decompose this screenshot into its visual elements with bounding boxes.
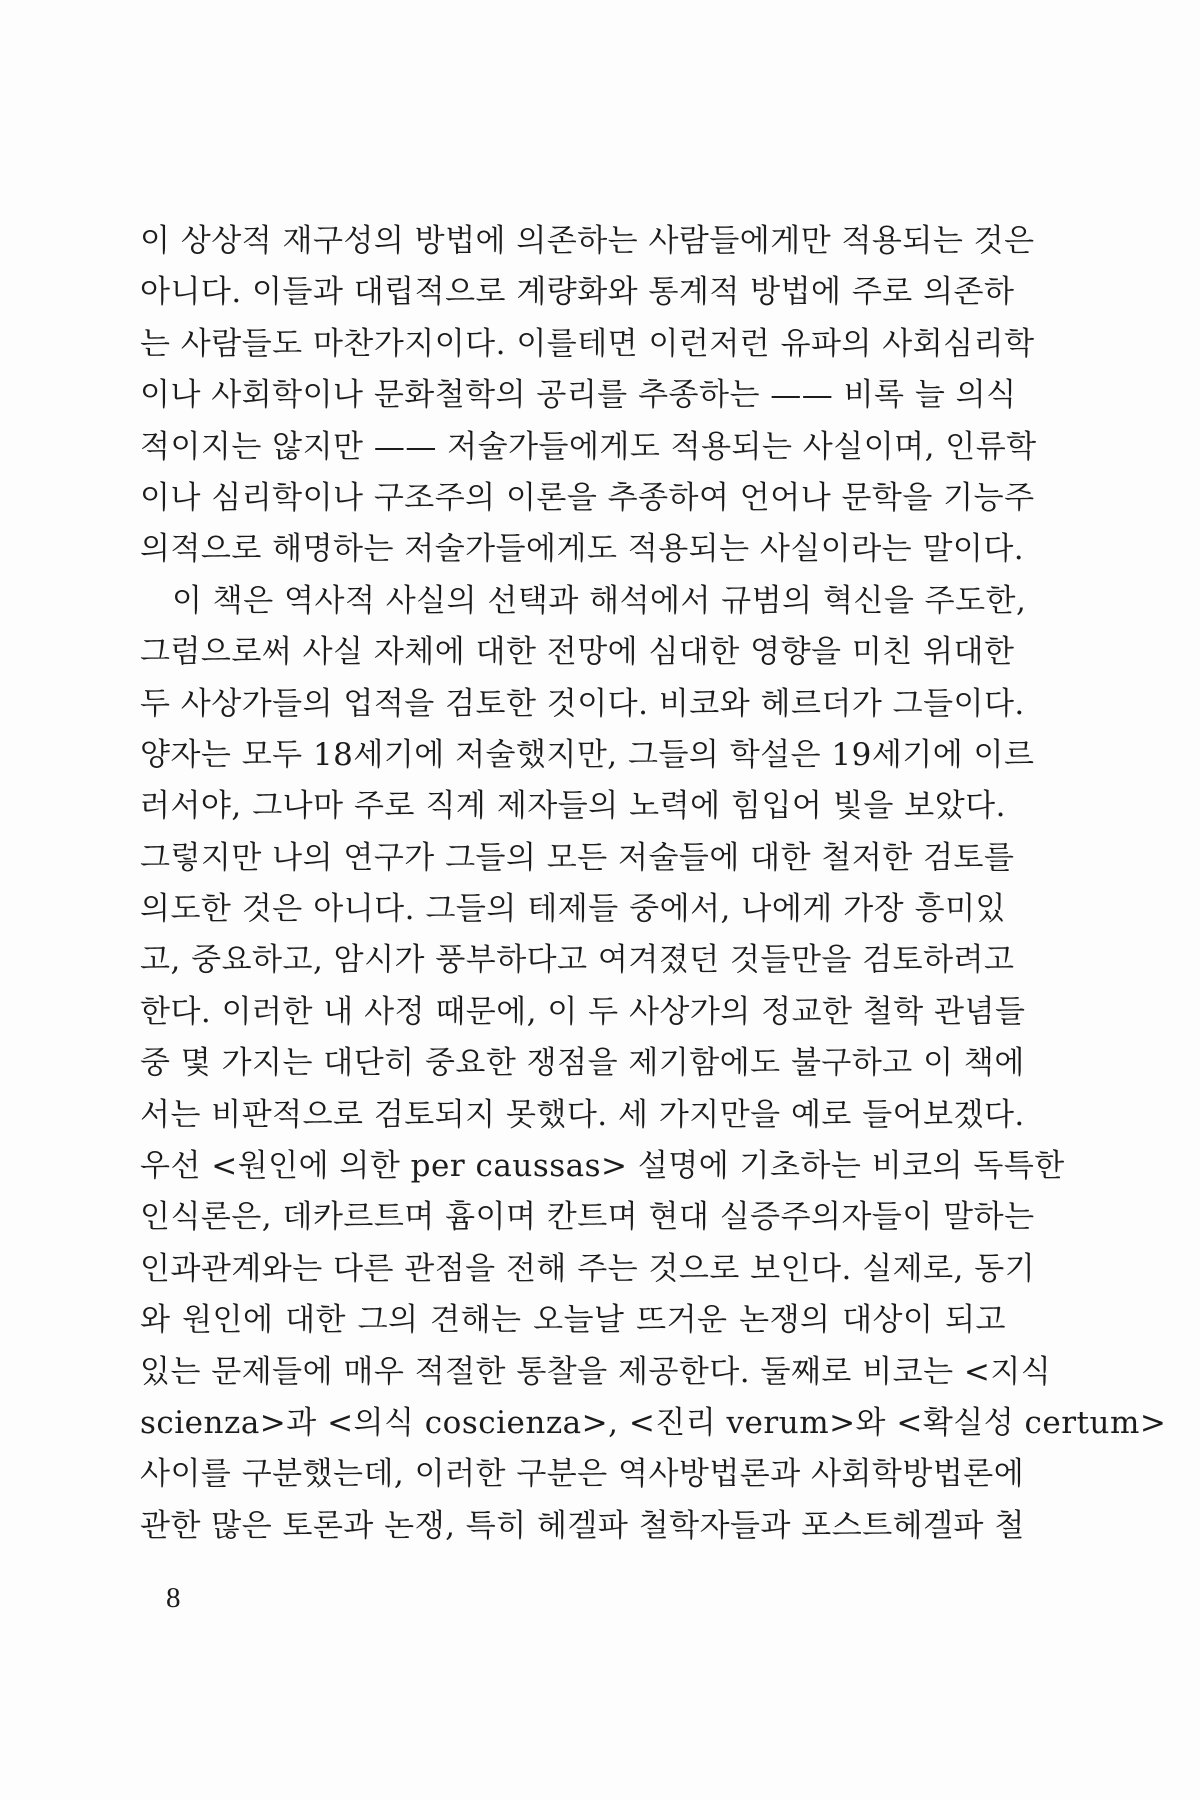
text-line: 러서야, 그나마 주로 직계 제자들의 노력에 힘입어 빛을 보았다. — [140, 788, 1006, 825]
text-line: 아니다. 이들과 대립적으로 계량화와 통계적 방법에 주로 의존하 — [140, 274, 1015, 311]
text-line: 이 상상적 재구성의 방법에 의존하는 사람들에게만 적용되는 것은 — [140, 223, 1035, 259]
paragraph-2 — [140, 576, 1167, 1552]
text-line: 사이를 구분했는데, 이러한 구분은 역사방법론과 사회학방법론에 — [140, 1456, 1025, 1493]
text-line: scienza>과 <의식 coscienza>, <진리 verum>와 <확실성 certum> — [140, 1404, 1167, 1441]
text-line: 의도한 것은 아니다. 그들의 테제들 중에서, 나에게 가장 흥미있 — [140, 891, 1006, 928]
paragraph-1 — [140, 216, 1037, 576]
text-line: 중 몇 가지는 대단히 중요한 쟁점을 제기함에도 불구하고 이 책에 — [140, 1045, 1025, 1082]
text-line: 서는 비판적으로 검토되지 못했다. 세 가지만을 예로 들어보겠다. — [140, 1096, 1025, 1133]
text-line: 이나 사회학이나 문화철학의 공리를 추종하는 —— 비록 늘 의식 — [140, 377, 1017, 414]
text-line: 인식론은, 데카르트며 흄이며 칸트며 현대 실증주의자들이 말하는 — [140, 1199, 1035, 1236]
text-line: 두 사상가들의 업적을 검토한 것이다. 비코와 헤르더가 그들이다. — [140, 685, 1025, 722]
text-line: 관한 많은 토론과 논쟁, 특히 헤겔파 철학자들과 포스트헤겔파 철 — [140, 1507, 1025, 1544]
text-line: 있는 문제들에 매우 적절한 통찰을 제공한다. 둘째로 비코는 <지식 — [140, 1353, 1052, 1390]
page-number: 8 — [166, 1582, 181, 1614]
text-line: 우선 <원인에 의한 per caussas> 설명에 기초하는 비코의 독특한 — [140, 1148, 1065, 1185]
text-line: 이 책은 역사적 사실의 선택과 해석에서 규범의 혁신을 주도한, — [172, 582, 1027, 619]
text-line: 의적으로 해명하는 저술가들에게도 적용되는 사실이라는 말이다. — [140, 531, 1025, 568]
text-line: 그럼으로써 사실 자체에 대한 전망에 심대한 영향을 미친 위대한 — [140, 634, 1015, 671]
text-line: 한다. 이러한 내 사정 때문에, 이 두 사상가의 정교한 철학 관념들 — [140, 993, 1026, 1030]
text-line: 이나 심리학이나 구조주의 이론을 추종하여 언어나 문학을 기능주 — [140, 479, 1035, 516]
text-line: 는 사람들도 마찬가지이다. 이를테면 이런저런 유파의 사회심리학 — [140, 325, 1035, 362]
text-line: 고, 중요하고, 암시가 풍부하다고 여겨졌던 것들만을 검토하려고 — [140, 942, 1015, 979]
text-line: 그렇지만 나의 연구가 그들의 모든 저술들에 대한 철저한 검토를 — [140, 839, 1015, 876]
text-line: 와 원인에 대한 그의 견해는 오늘날 뜨거운 논쟁의 대상이 되고 — [140, 1302, 1006, 1339]
text-line: 양자는 모두 18세기에 저술했지만, 그들의 학설은 19세기에 이르 — [140, 736, 1035, 773]
body-text — [140, 216, 1167, 1552]
text-line: 인과관계와는 다른 관점을 전해 주는 것으로 보인다. 실제로, 동기 — [140, 1250, 1036, 1287]
text-line: 적이지는 않지만 —— 저술가들에게도 적용되는 사실이며, 인류학 — [140, 428, 1037, 465]
